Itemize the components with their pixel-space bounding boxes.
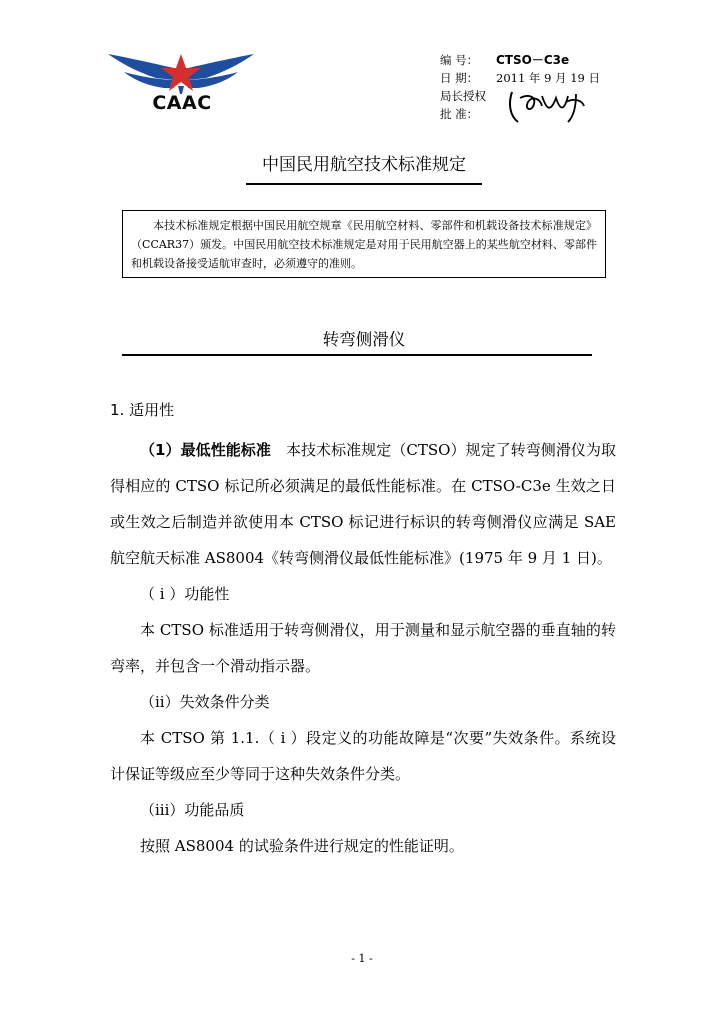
signature-icon: [506, 88, 588, 126]
right-wing-icon: [188, 54, 254, 88]
left-wing-icon: [108, 54, 174, 88]
meta-approve-label: 批 准：: [440, 107, 479, 121]
meta-auth-row: [440, 88, 486, 104]
paragraph-functional-qualification: 按照 AS8004 的试验条件进行规定的性能证明。: [140, 837, 464, 855]
paragraph-functionality: 本 CTSO 标准适用于转弯侧滑仪，用于测量和显示航空器的垂直轴的转弯率，并包含一个滑动指示器。: [110, 621, 616, 675]
meta-auth-label: 局长授权: [440, 89, 486, 103]
paragraph-minimum-performance: [110, 432, 616, 576]
meta-date-row: [440, 70, 600, 86]
paragraph-failure-classification: 本 CTSO 第 1.1.（ i ）段定义的功能故障是“次要”失效条件。系统设计保证等级应至少等同于这种失效条件分类。: [110, 729, 616, 783]
page-number: - 1 -: [351, 952, 373, 965]
subheading-failure-classification: （ii）失效条件分类: [140, 693, 270, 711]
meta-code-row: [440, 52, 569, 68]
page-title: 中国民用航空技术标准规定: [262, 155, 466, 175]
paragraph-bold-lead: （1）最低性能标准: [140, 441, 271, 459]
meta-date-value: 2011 年 9 月 19 日: [496, 71, 600, 85]
paragraph-text: 本技术标准规定（CTSO）规定了转弯侧滑仪为取得相应的 CTSO 标记所必须满足的最低性能标准。在 CTSO-C3e 生效之日或生效之后制造并欲使用本 CTSO 标记进行标识的转弯侧滑仪应满足 SAE 航空航天标准 AS8004《转弯侧滑仪最低性能标准》(1975 年 9 月 1 日)。: [110, 441, 616, 567]
body-content: [110, 388, 616, 864]
section-heading: 1. 适用性: [110, 401, 175, 419]
meta-date-label: 日 期：: [440, 71, 479, 85]
meta-code-label: 编 号：: [440, 53, 479, 67]
notice-box: 本技术标准规定根据中国民用航空规章《民用航空材料、零部件和机载设备技术标准规定》（CCAR37）颁发。中国民用航空技术标准规定是对用于民用航空器上的某些航空材料、零部件和机载设备接受适航审查时，必须遵守的准则。: [122, 210, 606, 278]
subtitle-divider: [122, 354, 592, 356]
sub-title: 转弯侧滑仪: [322, 330, 406, 349]
subheading-functionality: （ i ）功能性: [140, 585, 230, 603]
logo-text: CAAC: [152, 92, 212, 114]
subheading-functional-qualification: （iii）功能品质: [140, 801, 245, 819]
title-divider: [246, 183, 482, 185]
meta-approve-row: [440, 106, 496, 122]
meta-code-value: CTSO－C3e: [496, 53, 570, 67]
